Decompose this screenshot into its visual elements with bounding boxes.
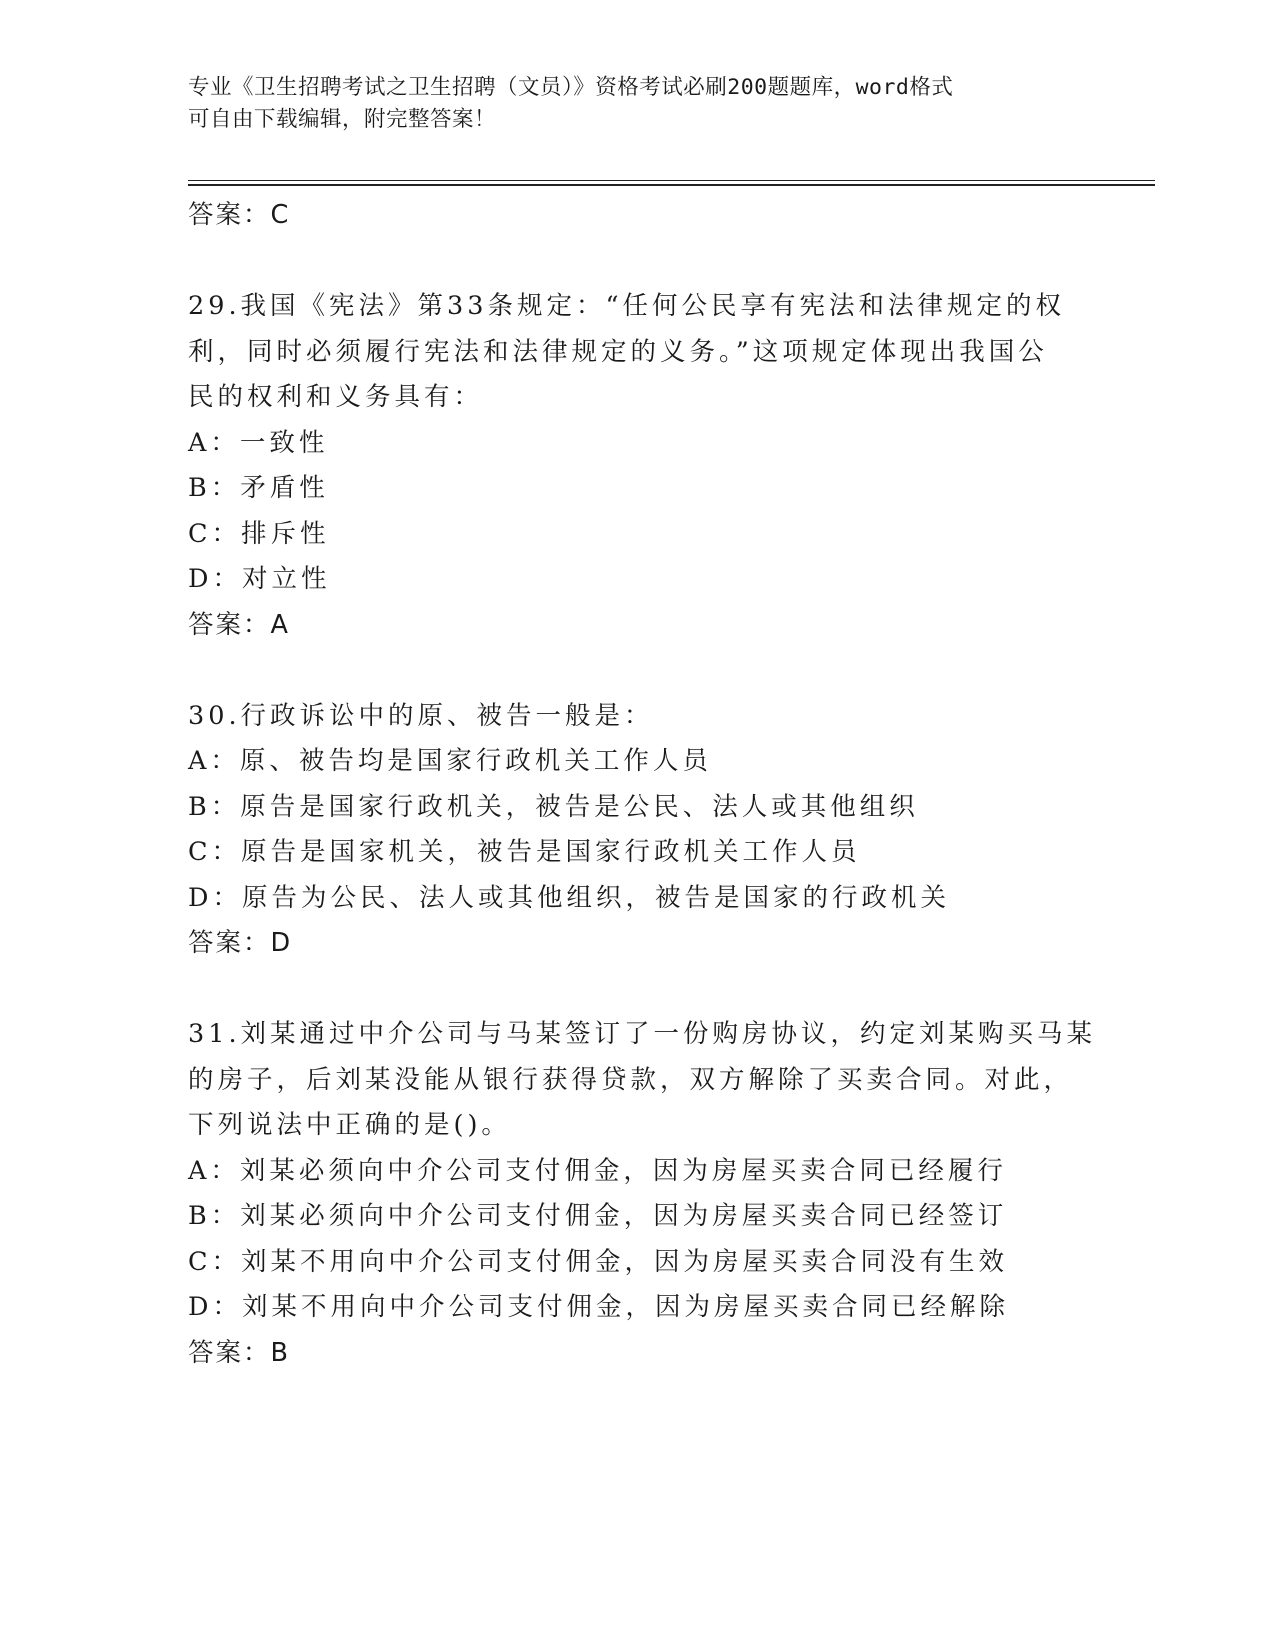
header-line: 可自由下载编辑，附完整答案！ bbox=[188, 107, 497, 132]
spacer bbox=[188, 648, 1088, 694]
option-c: C：刘某不用向中介公司支付佣金，因为房屋买卖合同没有生效 bbox=[188, 1246, 1009, 1277]
answer-label: 答案：D bbox=[188, 928, 293, 958]
document-header bbox=[188, 72, 1088, 136]
answer-label: 答案：B bbox=[188, 1337, 290, 1368]
option-a: A：刘某必须向中介公司支付佣金，因为房屋买卖合同已经履行 bbox=[188, 1155, 1007, 1186]
option-a: A：原、被告均是国家行政机关工作人员 bbox=[188, 746, 712, 776]
option-b: B：刘某必须向中介公司支付佣金，因为房屋买卖合同已经签订 bbox=[188, 1201, 1008, 1231]
question-text: 民的权利和义务具有： bbox=[188, 382, 484, 412]
header-line: 专业《卫生招聘考试之卫生招聘（文员）》资格考试必刷200题题库，word格式 bbox=[188, 75, 954, 100]
question-list bbox=[188, 193, 1097, 1376]
question-text: 利，同时必须履行宪法和法律规定的义务。”这项规定体现出我国公 bbox=[188, 336, 1048, 367]
question-text: 31.刘某通过中介公司与马某签订了一份购房协议，约定刘某购买马某 bbox=[188, 1019, 1097, 1049]
answer-label: 答案：A bbox=[188, 609, 290, 640]
question-text: 的房子，后刘某没能从银行获得贷款，双方解除了买卖合同。对此， bbox=[188, 1064, 1074, 1095]
option-b: B：矛盾性 bbox=[188, 473, 329, 503]
question-text: 下列说法中正确的是()。 bbox=[188, 1110, 511, 1140]
option-d: D：原告为公民、法人或其他组织，被告是国家的行政机关 bbox=[188, 882, 950, 913]
spacer bbox=[188, 967, 1088, 1013]
option-d: D：刘某不用向中介公司支付佣金，因为房屋买卖合同已经解除 bbox=[188, 1292, 1009, 1322]
answer-label: 答案：C bbox=[188, 200, 291, 230]
header-divider bbox=[188, 180, 1155, 186]
option-d: D：对立性 bbox=[188, 564, 331, 594]
option-b: B：原告是国家行政机关，被告是公民、法人或其他组织 bbox=[188, 791, 919, 822]
option-c: C：排斥性 bbox=[188, 518, 330, 549]
question-block bbox=[188, 284, 1088, 648]
question-block bbox=[188, 1012, 1097, 1376]
spacer bbox=[188, 239, 1088, 285]
question-block bbox=[188, 694, 1088, 967]
option-a: A：一致性 bbox=[188, 427, 329, 458]
option-c: C：原告是国家机关，被告是国家行政机关工作人员 bbox=[188, 837, 861, 867]
question-text: 30.行政诉讼中的原、被告一般是： bbox=[188, 700, 654, 731]
question-text: 29.我国《宪法》第33条规定：“任何公民享有宪法和法律规定的权 bbox=[188, 291, 1066, 321]
